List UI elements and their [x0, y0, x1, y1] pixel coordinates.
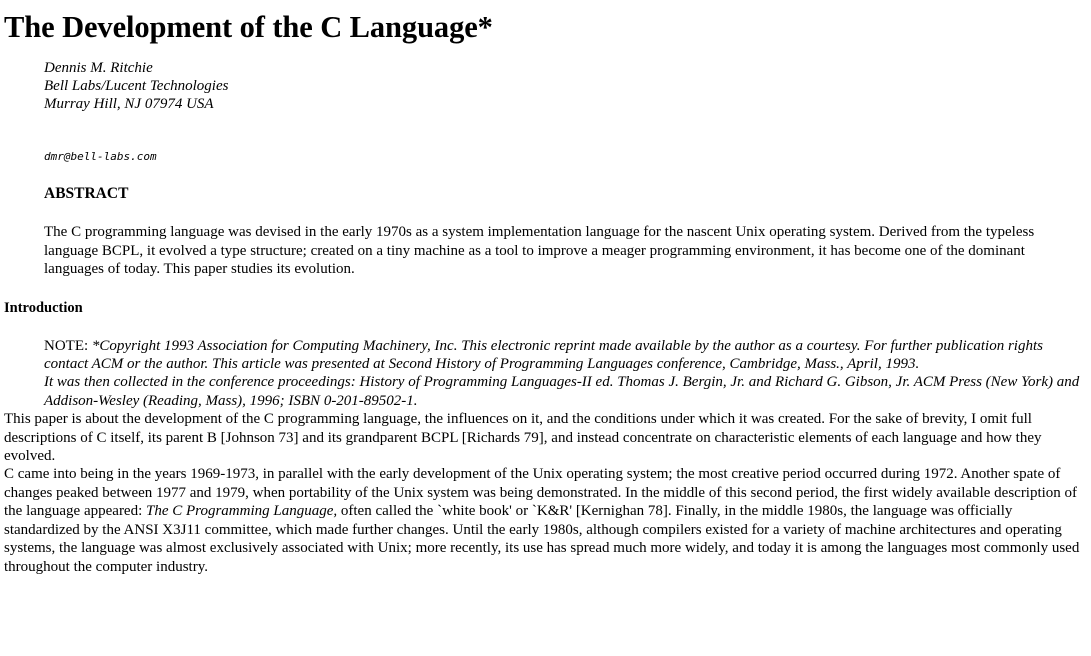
- abstract-heading: ABSTRACT: [44, 185, 129, 202]
- book-title: The C Programming Language,: [146, 503, 338, 520]
- author-location: Murray Hill, NJ 07974 USA: [44, 96, 214, 112]
- intro-paragraph-1: This paper is about the development of the C programming language, the influences on it, and the conditions under which it was created. For the sake of brevity, I omit full descriptions of C itself, its parent B [Johnson 73] and its grandparent BCPL [Richards 79], and instead concentrate on characteristic elements of each language and how they evolved.: [4, 411, 1042, 465]
- page-title: The Development of the C Language*: [4, 10, 493, 44]
- abstract-text: The C programming language was devised in the early 1970s as a system implementation language for the nascent Unix operating system. Derived from the typeless language BCPL, it evolved a type structure; created on a tiny machine as a tool to improve a meager programming environment, it has become one of the dominant languages of today. This paper studies its evolution.: [44, 224, 1035, 278]
- note-label: NOTE:: [44, 337, 92, 354]
- para2-text-a: C came into being in the years 1969-1973, in parallel with the early development of the Unix operating system; the most creative period occurred during 1972. Another spate of changes peaked between 1977 and 1979, when portability of the Unix system was being demonstrated. In the middle of this second period, the first widely available description of the language appeared:: [4, 466, 1078, 520]
- author-block: [44, 59, 1087, 113]
- para2-text-b: often called the `white book' or `K&R' [Kernighan 78]. Finally, in the middle 1980s, the language was officially standardized by the ANSI X3J11 committee, which made further changes. Until the early 1980s, although compilers existed for a variety of machine architectures and operating systems, the language was almost exclusively associated with Unix; more recently, its use has spread much more widely, and today it is among the languages most commonly used throughout the computer industry.: [4, 503, 1080, 575]
- author-name: Dennis M. Ritchie: [44, 60, 153, 76]
- note-copyright-text: *Copyright 1993 Association for Computing Machinery, Inc. This electronic reprint made available by the author as a courtesy. For further publication rights contact ACM or the author. This article was presented at Second History of Programming Languages conference, Cambridge, Mass., April, 1993.: [44, 337, 1043, 373]
- author-email: dmr@bell-labs.com: [44, 150, 157, 163]
- introduction-heading: Introduction: [4, 299, 83, 316]
- copyright-note: [44, 337, 1087, 411]
- intro-paragraph-2: [4, 465, 1087, 575]
- note-proceedings-text: It was then collected in the conference proceedings: History of Programming Languages-II ed. Thomas J. Bergin, Jr. and Richard G. Gibson, Jr. ACM Press (New York) and Addison-Wesley (Reading, Mass), 1996; ISBN 0-201-89502-1.: [44, 374, 1080, 409]
- document-page: [0, 10, 1091, 576]
- author-affiliation: Bell Labs/Lucent Technologies: [44, 78, 229, 94]
